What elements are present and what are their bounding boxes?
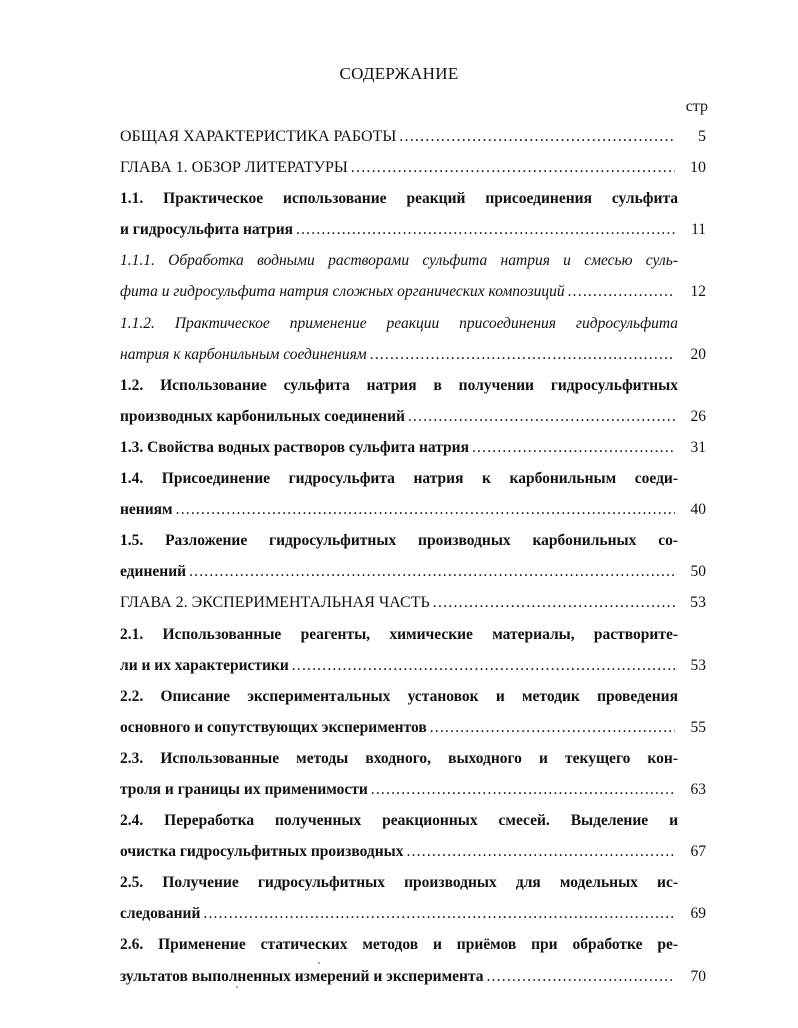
toc-line bbox=[120, 370, 706, 401]
toc-line-text: 2.3. Использованные методы входного, выходного и текущего кон- bbox=[120, 749, 678, 767]
toc-line-text: 2.6. Применение статических методов и приёмов при обработке ре- bbox=[120, 936, 678, 954]
toc-leader bbox=[203, 898, 675, 929]
toc-leader bbox=[189, 556, 675, 587]
toc-page-number: 69 bbox=[690, 905, 706, 923]
toc-line bbox=[120, 214, 706, 245]
toc-line-text: основного и сопутствующих экспериментов bbox=[120, 718, 427, 736]
toc-line bbox=[120, 836, 706, 867]
toc-line-text: 2.5. Получение гидросульфитных производных для модельных ис- bbox=[120, 874, 678, 892]
toc-line-text: 1.1.1. Обработка водными растворами сульфита натрия и смесью суль- bbox=[120, 252, 678, 270]
scan-speck bbox=[318, 962, 320, 964]
page-column-label: стр bbox=[685, 98, 708, 115]
toc-line-text: очистка гидросульфитных производных bbox=[120, 843, 404, 861]
toc-line bbox=[120, 401, 706, 432]
toc-page-number: 63 bbox=[690, 780, 706, 798]
toc-page-number: 26 bbox=[690, 407, 706, 425]
toc-line bbox=[120, 867, 706, 898]
toc-line bbox=[120, 525, 706, 556]
toc-line bbox=[120, 898, 706, 929]
toc-page-number: 55 bbox=[690, 718, 706, 736]
toc-page-number: 53 bbox=[690, 656, 706, 674]
table-of-contents bbox=[120, 121, 706, 992]
page-title: СОДЕРЖАНИЕ bbox=[339, 64, 459, 83]
toc-page-number: 11 bbox=[691, 221, 706, 239]
toc-line-text: ГЛАВА 1. ОБЗОР ЛИТЕРАТУРЫ bbox=[120, 159, 348, 177]
toc-leader bbox=[568, 276, 675, 307]
toc-leader bbox=[407, 836, 675, 867]
toc-page-number: 5 bbox=[698, 128, 706, 145]
toc-page-number: 12 bbox=[690, 283, 706, 301]
toc-line bbox=[120, 245, 706, 276]
toc-line-text: ГЛАВА 2. ЭКСПЕРИМЕНТАЛЬНАЯ ЧАСТЬ bbox=[120, 594, 430, 612]
toc-line bbox=[120, 774, 706, 805]
toc-line bbox=[120, 681, 706, 712]
toc-line-text: фита и гидросульфита натрия сложных органических композиций bbox=[120, 283, 565, 301]
toc-leader bbox=[370, 339, 675, 370]
toc-line bbox=[120, 587, 706, 618]
toc-line-text: следований bbox=[120, 905, 201, 923]
toc-line-text: 2.1. Использованные реагенты, химические материалы, растворите- bbox=[120, 625, 678, 643]
toc-line-text: нениям bbox=[120, 501, 173, 519]
toc-line-text: 2.2. Описание экспериментальных установок и методик проведения bbox=[120, 687, 678, 705]
scan-speck bbox=[236, 986, 238, 988]
toc-line bbox=[120, 805, 706, 836]
toc-line bbox=[120, 308, 706, 339]
toc-line bbox=[120, 556, 706, 587]
toc-line-text: ли и их характеристики bbox=[120, 656, 289, 674]
toc-leader bbox=[292, 650, 675, 681]
toc-line bbox=[120, 276, 706, 307]
toc-line bbox=[120, 650, 706, 681]
toc-line bbox=[120, 121, 706, 152]
toc-line-text: единений bbox=[120, 563, 187, 581]
toc-line bbox=[120, 339, 706, 370]
toc-line bbox=[120, 183, 706, 214]
toc-line-text: 1.4. Присоединение гидросульфита натрия к карбонильным соеди- bbox=[120, 470, 678, 488]
toc-line bbox=[120, 432, 706, 463]
toc-line bbox=[120, 494, 706, 525]
toc-page-number: 10 bbox=[690, 159, 706, 177]
toc-line bbox=[120, 929, 706, 960]
toc-leader bbox=[399, 121, 675, 152]
toc-leader bbox=[430, 712, 675, 743]
toc-leader bbox=[408, 401, 675, 432]
toc-line-text: 1.1.2. Практическое применение реакции присоединения гидросульфита bbox=[120, 314, 678, 332]
toc-line-text: 1.5. Разложение гидросульфитных производных карбонильных со- bbox=[120, 532, 678, 550]
toc-leader bbox=[176, 494, 675, 525]
toc-line-text: и гидросульфита натрия bbox=[120, 221, 294, 239]
toc-leader bbox=[371, 774, 675, 805]
toc-page-number: 20 bbox=[690, 345, 706, 363]
toc-line-text: производных карбонильных соединений bbox=[120, 407, 405, 425]
toc-line bbox=[120, 463, 706, 494]
toc-line-text: 2.4. Переработка полученных реакционных смесей. Выделение и bbox=[120, 812, 678, 830]
toc-page-number: 70 bbox=[690, 967, 706, 985]
toc-line-text: 1.2. Использование сульфита натрия в получении гидросульфитных bbox=[120, 376, 678, 394]
toc-leader bbox=[351, 152, 675, 183]
toc-line bbox=[120, 961, 706, 992]
toc-line-text: 1.3. Свойства водных растворов сульфита натрия bbox=[120, 438, 469, 456]
toc-page-number: 53 bbox=[690, 594, 706, 612]
toc-line-text: троля и границы их применимости bbox=[120, 780, 368, 798]
toc-line-text: зультатов выполненных измерений и эксперимента bbox=[120, 967, 484, 985]
toc-page-number: 31 bbox=[690, 438, 706, 456]
toc-leader bbox=[296, 214, 675, 245]
toc-line bbox=[120, 743, 706, 774]
toc-leader bbox=[472, 432, 675, 463]
toc-line bbox=[120, 619, 706, 650]
toc-page-number: 40 bbox=[690, 501, 706, 519]
toc-page-number: 67 bbox=[690, 843, 706, 861]
toc-line-text: ОБЩАЯ ХАРАКТЕРИСТИКА РАБОТЫ bbox=[120, 128, 397, 145]
toc-leader bbox=[433, 587, 675, 618]
toc-line bbox=[120, 152, 706, 183]
toc-line-text: 1.1. Практическое использование реакций присоединения сульфита bbox=[120, 190, 678, 208]
toc-line bbox=[120, 712, 706, 743]
toc-line-text: натрия к карбонильным соединениям bbox=[120, 345, 367, 363]
toc-page-number: 50 bbox=[690, 563, 706, 581]
toc-leader bbox=[487, 961, 675, 992]
